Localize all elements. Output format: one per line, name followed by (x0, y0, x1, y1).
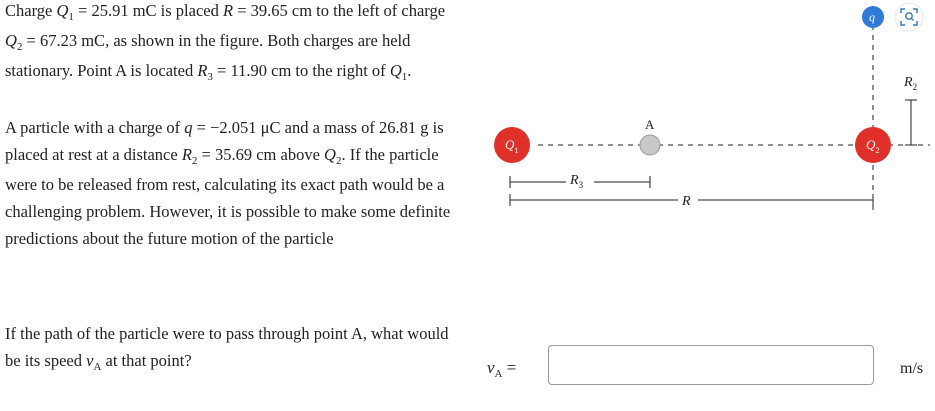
q1-label: $Q_1$ (505, 137, 519, 155)
answer-unit: m/s (900, 360, 924, 377)
question-text: If the path of the particle were to pass through point A, what would be its speed $v_A$ at that point? (5, 324, 449, 373)
r2-label: $R_2$ (904, 75, 918, 92)
problem-paragraph-1: Charge $Q_1 = 25.91$ mC is placed R = 39.65 cm to the left of charge $Q_2 = 67.23$ mC, as shown in the figure. Both charges are held stationary. Point A is located $R_3 = 11.90$ cm to the right of $Q_1$. (5, 1, 446, 83)
problem-paragraph-2: A particle with a charge of q = −2.051 μC and a mass of 26.81 g is placed at rest at a distance $R_2 = 35.69$ cm above $Q_2$. If the particle were to be released from rest, calculating its exact path would be a challenging problem. However, it is possible to make some definite predictions about the future motion of the particle (5, 118, 451, 248)
q2-label: $Q_2$ (866, 137, 880, 155)
r3-label: $R_3$ (570, 173, 584, 190)
r-label: R (682, 194, 691, 209)
answer-label: $v_A$ = (487, 358, 517, 380)
zoom-icon[interactable] (895, 3, 923, 31)
point-a (640, 135, 660, 155)
speed-answer-input[interactable] (548, 345, 874, 385)
charge-figure (470, 0, 935, 230)
point-a-label: A (645, 117, 655, 132)
q-particle-label: q (869, 10, 875, 24)
